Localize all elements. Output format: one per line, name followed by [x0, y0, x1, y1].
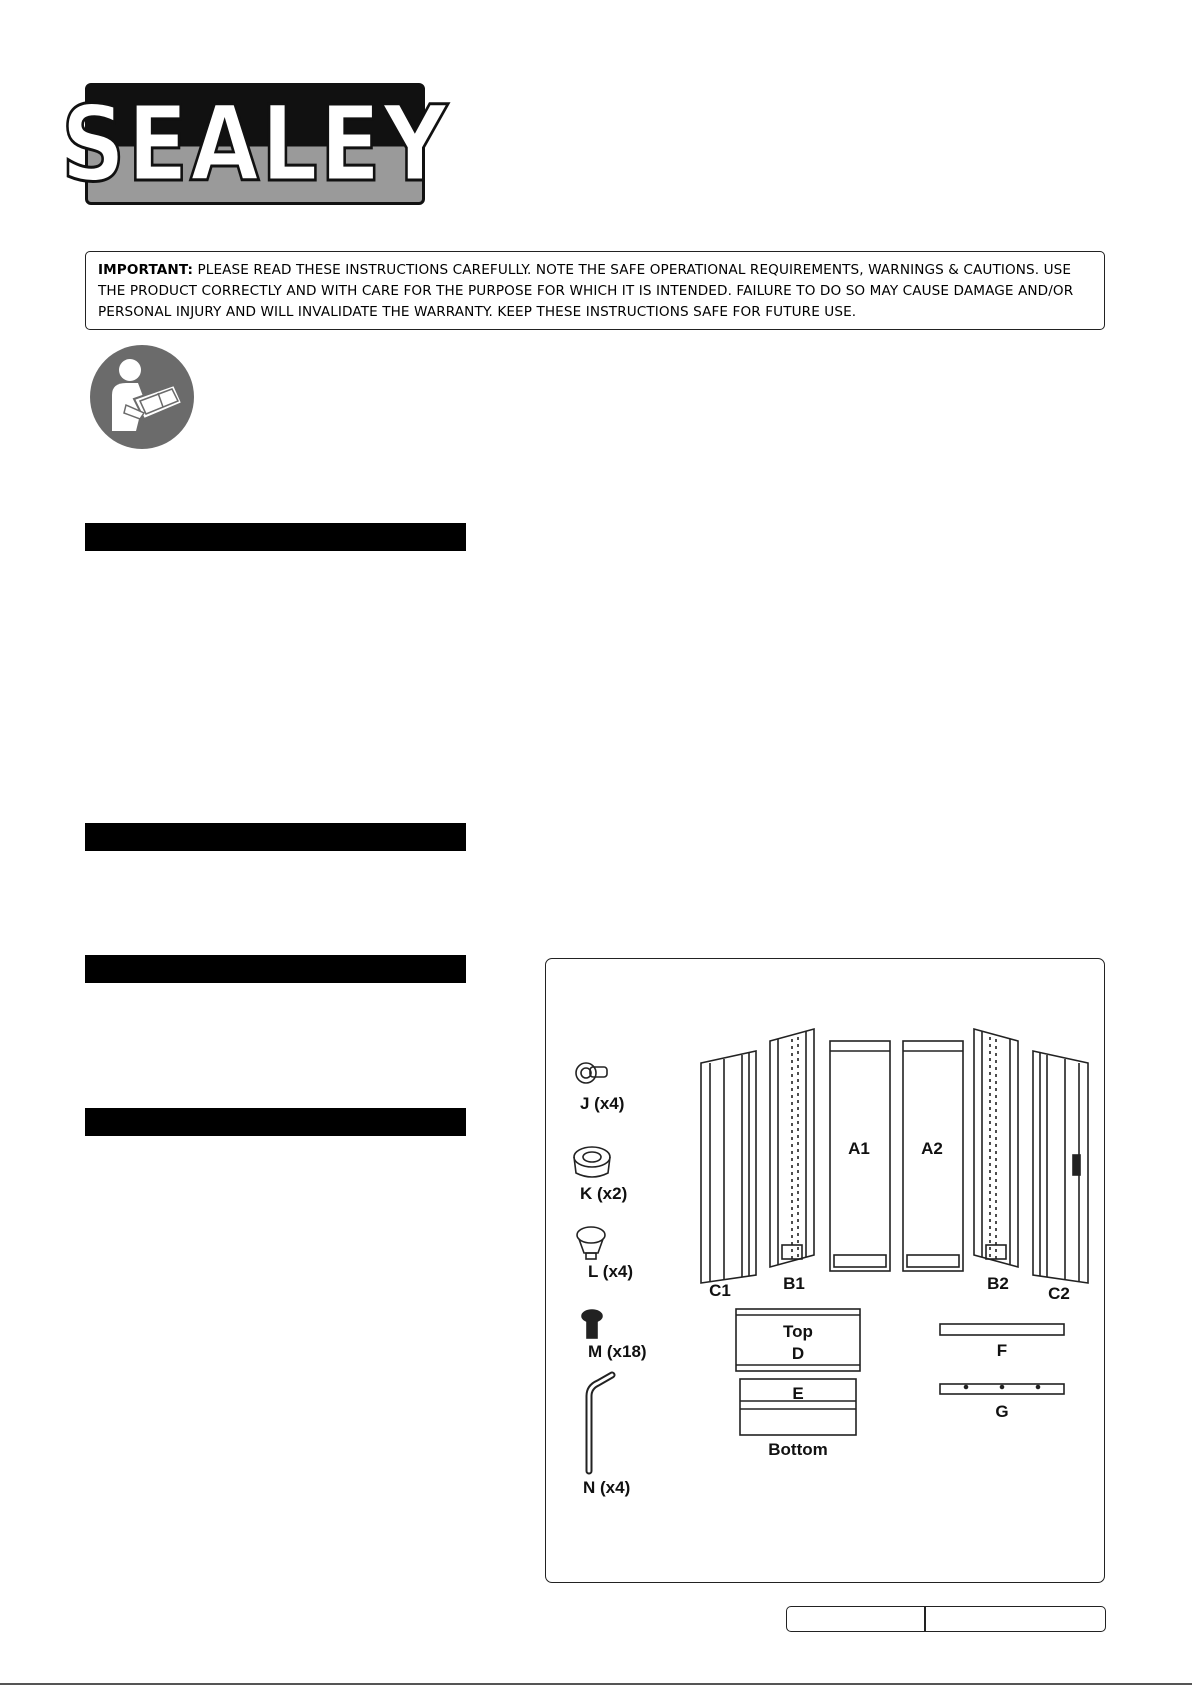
- label-k: K (x2): [580, 1184, 628, 1203]
- panel-b1: [770, 1029, 814, 1267]
- logo-text: SEALEY: [61, 83, 449, 205]
- rail-f: [940, 1324, 1064, 1335]
- bolt-j-icon: [576, 1063, 607, 1083]
- label-top: Top: [783, 1322, 813, 1341]
- label-f: F: [996, 1341, 1008, 1360]
- grommet-k-icon: [574, 1147, 610, 1177]
- notice-body: PLEASE READ THESE INSTRUCTIONS CAREFULLY. NOTE THE SAFE OPERATIONAL REQUIREMENTS, WARNINGS & CAUTIONS. USE THE PRODUCT CORRECTLY AND WITH CARE FOR THE PURPOSE FOR WHICH IT IS INTENDED. FAILURE TO DO SO MAY CAUSE DAMAGE AND/OR PERSONAL INJURY AND WILL INVALIDATE THE WARRANTY. KEEP THESE INSTRUCTIONS SAFE FOR FUTURE USE.: [98, 262, 1074, 320]
- section-header-bar: [85, 955, 466, 983]
- cap-l-icon: [577, 1227, 605, 1259]
- label-a1: A1: [848, 1139, 870, 1158]
- model-number-box: [786, 1606, 1106, 1632]
- section-header-bar: [85, 1108, 466, 1136]
- label-c1: C1: [709, 1281, 731, 1300]
- label-b1: B1: [783, 1274, 805, 1293]
- section-header-bar: [85, 823, 466, 851]
- read-manual-icon: [88, 343, 196, 451]
- label-c2: C2: [1048, 1284, 1070, 1303]
- label-j: J (x4): [580, 1094, 625, 1113]
- parts-figure: [545, 958, 1105, 1583]
- label-g: G: [995, 1402, 1009, 1421]
- label-e: E: [792, 1384, 804, 1403]
- important-notice: [85, 251, 1105, 330]
- label-bottom: Bottom: [768, 1440, 828, 1459]
- section-header-bar: [85, 523, 466, 551]
- panel-c1: [701, 1051, 756, 1283]
- sealey-logo: [61, 83, 449, 205]
- label-a2: A2: [921, 1139, 943, 1158]
- hex-key-n-icon: [589, 1375, 612, 1471]
- label-m: M (x18): [588, 1342, 647, 1361]
- label-l: L (x4): [588, 1262, 634, 1281]
- notice-lead: IMPORTANT:: [98, 262, 194, 278]
- label-d: D: [791, 1344, 805, 1363]
- label-n: N (x4): [583, 1478, 631, 1497]
- panel-c2: [1033, 1051, 1088, 1283]
- parts-diagram: [546, 959, 1106, 1584]
- model-box-divider: [924, 1607, 926, 1631]
- panel-b2: [974, 1029, 1018, 1267]
- label-b2: B2: [987, 1274, 1009, 1293]
- rail-g: [940, 1384, 1064, 1394]
- screw-m-icon: [582, 1310, 602, 1338]
